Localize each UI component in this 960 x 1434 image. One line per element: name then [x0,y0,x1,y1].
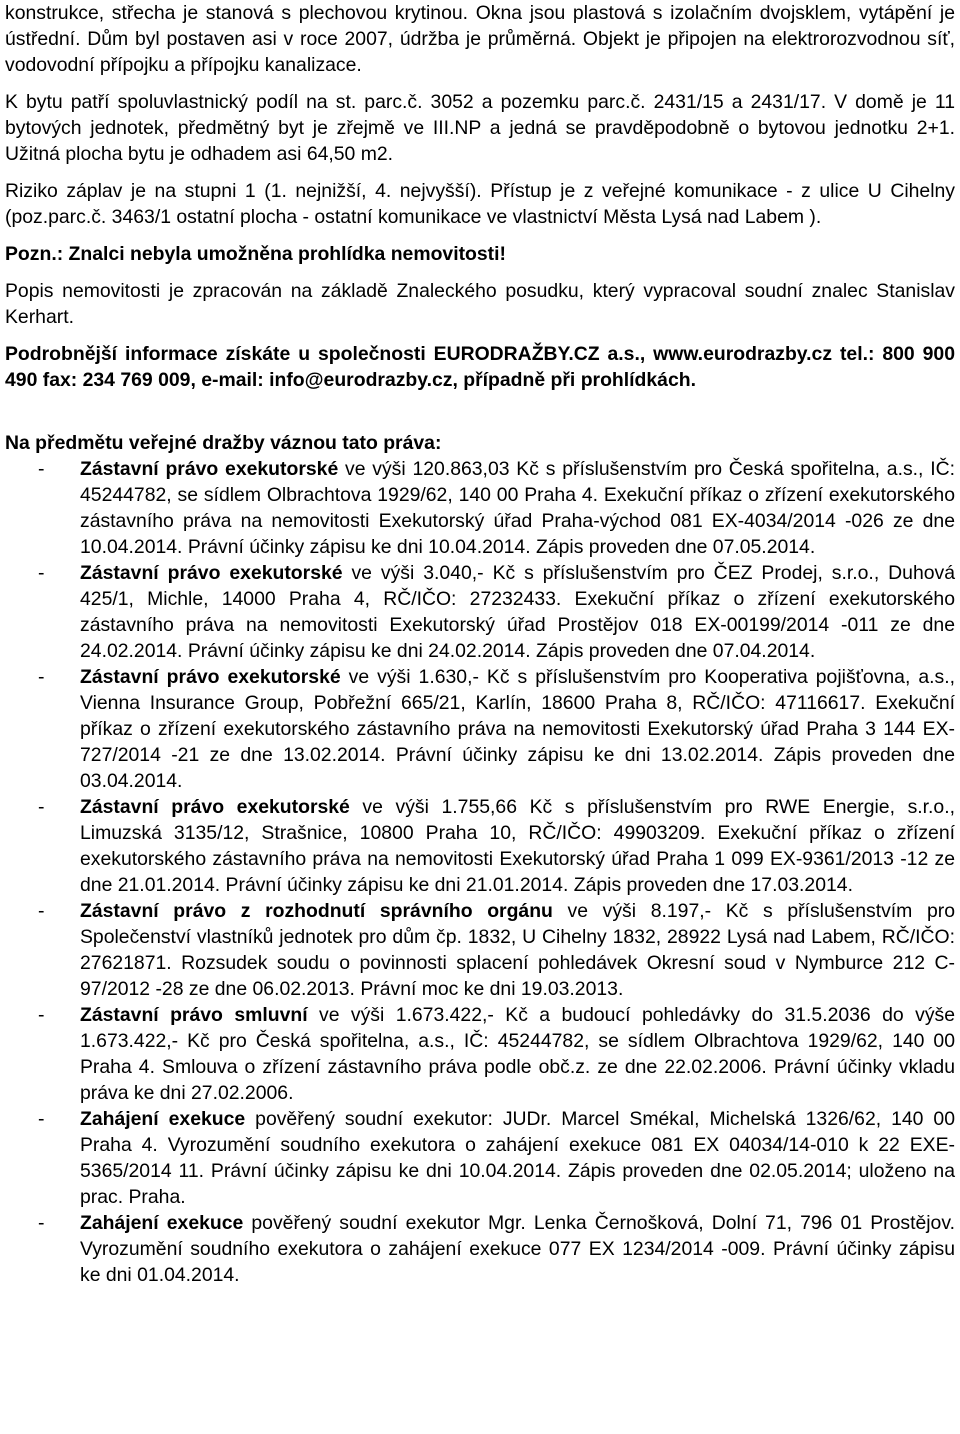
encumbrance-list [5,456,955,1288]
paragraph-ownership: K bytu patří spoluvlastnický podíl na st. parc.č. 3052 a pozemku parc.č. 2431/15 a 2431/17. V domě je 11 bytových jednotek, předmětný byt je zřejmě ve III.NP a jedná se pravděpodobně o bytovou jednotku 2+1. Užitná plocha bytu je odhadem asi 64,50 m2. [5,91,955,165]
item-title: Zástavní právo exekutorské [80,458,339,480]
item-title: Zahájení exekuce [80,1212,244,1234]
item-text: ve výši 1.630,- Kč s příslušenstvím pro Kooperativa pojišťovna, a.s., Vienna Insurance Group, Pobřežní 665/21, Karlín, 18600 Praha 8, RČ/IČO: 47116617. Exekuční příkaz o zřízení exekutorského zástavního práva na nemovitosti Exekutorský úřad Praha 3 144 EX-727/2014 -21 ze dne 13.02.2014. Právní účinky zápisu ke dni 13.02.2014. Zápis proveden dne 03.04.2014. [80,666,955,792]
item-title: Zástavní právo z rozhodnutí správního orgánu [80,900,553,922]
list-item [5,898,955,1002]
list-item [5,664,955,794]
list-dash: - [38,1212,45,1234]
item-text: ve výši 1.673.422,- Kč a budoucí pohledávky do 31.5.2036 do výše 1.673.422,- Kč pro Česká spořitelna, a.s., IČ: 45244782, se sídlem Olbrachtova 1929/62, 140 00 Praha 4. Smlouva o zřízení zástavního práva podle obč.z. ze dne 22.02.2006. Právní účinky vkladu práva ke dni 27.02.2006. [80,1004,955,1104]
list-item [5,794,955,898]
encumbrances-heading [5,430,955,456]
item-text: ve výši 8.197,- Kč s příslušenstvím pro Společenství vlastníků jednotek pro dům čp. 1832, U Cihelny 1832, 28922 Lysá nad Labem, RČ/IČO: 27621871. Rozsudek soudu o povinnosti splacení pohledávek Okresní soud v Nymburce 212 C- 97/2012 -28 ze dne 06.02.2013. Právní moc ke dni 19.03.2013. [80,900,955,1000]
paragraph-contact [5,341,955,393]
note-text: Pozn.: Znalci nebyla umožněna prohlídka nemovitosti! [5,243,506,265]
list-dash: - [38,900,45,922]
list-item [5,1002,955,1106]
item-title: Zástavní právo exekutorské [80,666,341,688]
list-dash: - [38,796,45,818]
item-text: ve výši 120.863,03 Kč s příslušenstvím pro Česká spořitelna, a.s., IČ: 45244782, se sídlem Olbrachtova 1929/62, 140 00 Praha 4. Exekuční příkaz o zřízení exekutorského zástavního práva na nemovitosti Exekutorský úřad Praha-východ 081 EX-4034/2014 -026 ze dne 10.04.2014. Právní účinky zápisu ke dni 10.04.2014. Zápis proveden dne 07.05.2014. [80,458,955,558]
item-title: Zástavní právo exekutorské [80,562,343,584]
item-text: pověřený soudní exekutor Mgr. Lenka Černošková, Dolní 71, 796 01 Prostějov. Vyrozumění soudního exekutora o zahájení exekuce 077 EX 1234/2014 -009. Právní účinky zápisu ke dni 01.04.2014. [80,1212,955,1286]
heading-text: Na předmětu veřejné dražby váznou tato práva: [5,432,442,454]
item-text: pověřený soudní exekutor: JUDr. Marcel Smékal, Michelská 1326/62, 140 00 Praha 4. Vyrozumění soudního exekutora o zahájení exekuce 081 EX 04034/14-010 k 22 EXE- 5365/2014 11. Právní účinky zápisu ke dni 10.04.2014. Zápis proveden dne 02.05.2014; uloženo na prac. Praha. [80,1108,955,1208]
paragraph-access: Riziko záplav je na stupni 1 (1. nejnižší, 4. nejvyšší). Přístup je z veřejné komunikace - z ulice U Cihelny (poz.parc.č. 3463/1 ostatní plocha - ostatní komunikace ve vlastnictví Města Lysá nad Labem ). [5,180,955,228]
item-text: ve výši 1.755,66 Kč s příslušenstvím pro RWE Energie, s.r.o., Limuzská 3135/12, Strašnice, 10800 Praha 10, RČ/IČO: 49903209. Exekuční příkaz o zřízení exekutorského zástavního práva na nemovitosti Exekutorský úřad Praha 1 099 EX-9361/2013 -12 ze dne 21.01.2014. Právní účinky zápisu ke dni 21.01.2014. Zápis proveden dne 17.03.2014. [80,796,955,896]
list-dash: - [38,1004,45,1026]
list-dash: - [38,458,45,480]
list-item [5,1210,955,1288]
list-dash: - [38,1108,45,1130]
contact-text: Podrobnější informace získáte u společnosti EURODRAŽBY.CZ a.s., www.eurodrazby.cz tel.: 800 900 490 fax: 234 769 009, e-mail: info@eurodrazby.cz, případně při prohlídkách. [5,343,955,391]
item-title: Zástavní právo exekutorské [80,796,350,818]
list-item [5,1106,955,1210]
item-title: Zahájení exekuce [80,1108,246,1130]
paragraph-source: Popis nemovitosti je zpracován na základě Znaleckého posudku, který vypracoval soudní znalec Stanislav Kerhart. [5,280,955,328]
list-dash: - [38,666,45,688]
list-item [5,560,955,664]
list-item [5,456,955,560]
paragraph-construction: konstrukce, střecha je stanová s plechovou krytinou. Okna jsou plastová s izolačním dvojsklem, vytápění je ústřední. Dům byl postaven asi v roce 2007, údržba je průměrná. Objekt je připojen na elektrorozvodnou síť, vodovodní přípojku a přípojku kanalizace. [5,2,955,76]
item-title: Zástavní právo smluvní [80,1004,308,1026]
list-dash: - [38,562,45,584]
note-no-inspection [5,241,955,267]
item-text: ve výši 3.040,- Kč s příslušenstvím pro ČEZ Prodej, s.r.o., Duhová 425/1, Michle, 14000 Praha 4, RČ/IČO: 27232433. Exekuční příkaz o zřízení exekutorského zástavního práva na nemovitosti Exekutorský úřad Prostějov 018 EX-00199/2014 -011 ze dne 24.02.2014. Právní účinky zápisu ke dni 24.02.2014. Zápis proveden dne 07.04.2014. [80,562,955,662]
